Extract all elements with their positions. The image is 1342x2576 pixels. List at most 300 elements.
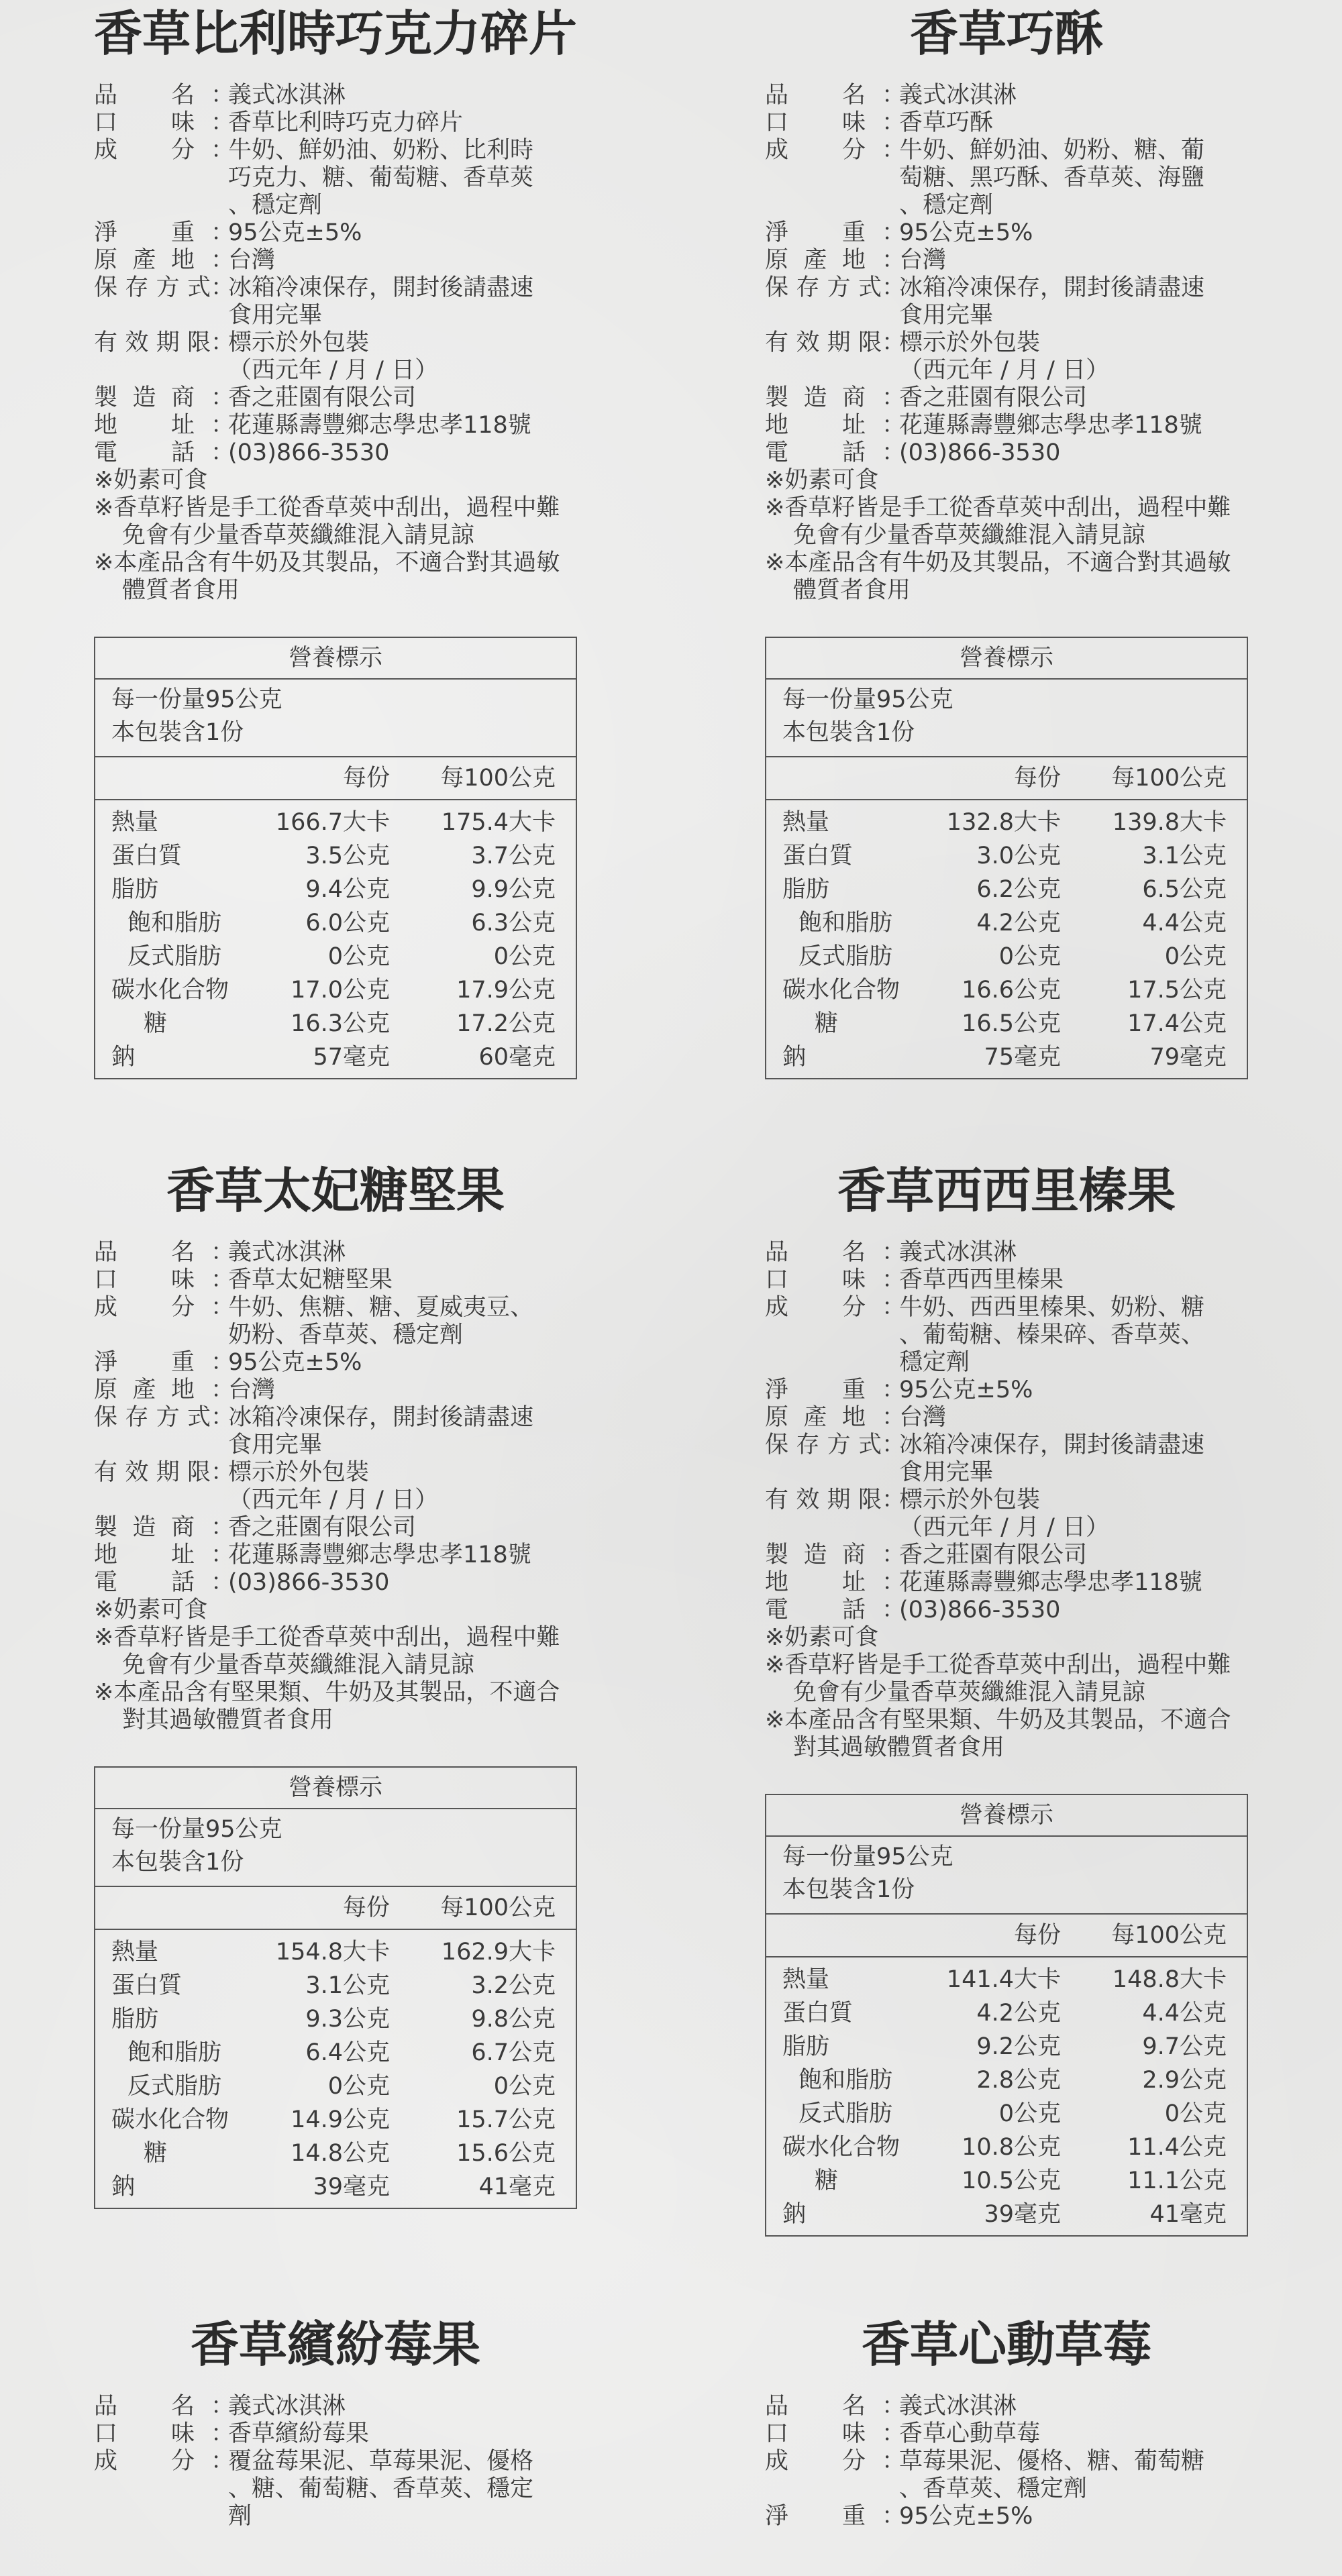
nutrient-per-serving: 154.8大卡 xyxy=(275,1939,390,1966)
field-label-text: 品 名 xyxy=(765,2393,866,2420)
field-label xyxy=(94,1377,211,1404)
field-label-text: 口 味 xyxy=(765,2420,866,2447)
nutrient-per-serving: 39毫克 xyxy=(313,2174,390,2200)
nutrient-name: 反式脂肪 xyxy=(798,943,893,970)
field-colon: ： xyxy=(211,219,235,246)
field-label xyxy=(765,1487,882,1542)
field-row-name xyxy=(94,1239,577,1267)
field-value: 香之莊園有限公司 xyxy=(899,384,1088,411)
nutrition-serving xyxy=(766,1837,1247,1915)
field-label xyxy=(94,1404,211,1459)
nutrient-row-calories xyxy=(766,806,1247,839)
field-row-expiry xyxy=(94,329,577,384)
nutrition-title: 營養標示 xyxy=(95,1768,576,1809)
field-value: 香草西西里榛果 xyxy=(899,1267,1064,1293)
field-value: 95公克±5% xyxy=(899,219,1033,246)
field-label-text: 口 味 xyxy=(765,1267,866,1293)
field-value: 香之莊園有限公司 xyxy=(228,384,417,411)
field-colon: ： xyxy=(211,1542,235,1568)
field-label xyxy=(94,2448,211,2530)
field-row-storage xyxy=(94,274,577,329)
product-card xyxy=(765,1157,1248,2237)
field-row-origin xyxy=(94,247,577,274)
field-row-net-weight xyxy=(765,1377,1248,1404)
nutrient-per-100g: 148.8大卡 xyxy=(1112,1966,1227,1993)
product-info xyxy=(765,82,1248,604)
field-label-text: 成 分 xyxy=(94,2448,195,2475)
product-info xyxy=(765,2393,1248,2530)
field-label xyxy=(94,109,211,137)
field-value: (03)866-3530 xyxy=(899,1597,1061,1623)
product-title: 香草巧酥 xyxy=(909,5,1103,62)
nutrient-row-saturated-fat xyxy=(95,906,576,940)
info-note: ※奶素可食 xyxy=(765,1624,879,1651)
nutrient-per-serving: 14.9公克 xyxy=(291,2106,390,2133)
nutrient-row-sodium xyxy=(766,2198,1247,2231)
header-per-serving: 每份 xyxy=(1013,1922,1061,1949)
field-value: 義式冰淇淋 xyxy=(228,82,346,109)
field-colon: ： xyxy=(882,137,906,164)
field-value: 義式冰淇淋 xyxy=(899,1239,1017,1266)
field-label xyxy=(94,274,211,329)
nutrient-per-100g: 11.4公克 xyxy=(1127,2134,1227,2161)
nutrient-per-serving: 10.8公克 xyxy=(962,2134,1061,2161)
nutrient-row-protein xyxy=(95,1969,576,2002)
field-label-text: 淨 重 xyxy=(94,219,195,246)
nutrient-name: 反式脂肪 xyxy=(127,943,222,970)
nutrient-per-serving: 39毫克 xyxy=(984,2201,1061,2228)
field-value: 覆盆莓果泥、草莓果泥、優格 、糖、葡萄糖、香草莢、穩定 劑 xyxy=(228,2448,534,2530)
field-colon: ： xyxy=(882,2420,906,2447)
nutrient-row-carbohydrate xyxy=(95,973,576,1007)
field-label xyxy=(94,219,211,247)
header-per-100g: 每100公克 xyxy=(440,1894,556,1921)
field-value: 牛奶、焦糖、糖、夏威夷豆、 奶粉、香草莢、穩定劑 xyxy=(228,1294,534,1348)
field-label xyxy=(94,1569,211,1597)
field-row-origin xyxy=(94,1377,577,1404)
nutrient-per-serving: 9.3公克 xyxy=(305,2006,390,2033)
field-colon: ： xyxy=(211,1294,235,1321)
field-label xyxy=(765,2503,882,2530)
field-label-text: 淨 重 xyxy=(765,2503,866,2530)
field-label-text: 地 址 xyxy=(765,412,866,439)
product-card xyxy=(94,1157,577,2209)
nutrient-name: 糖 xyxy=(815,1010,839,1037)
nutrient-row-sugar xyxy=(766,2164,1247,2198)
field-label xyxy=(765,412,882,439)
nutrient-name: 碳水化合物 xyxy=(111,977,229,1004)
nutrition-table xyxy=(94,1766,577,2209)
field-colon: ： xyxy=(211,137,235,164)
nutrient-per-100g: 60毫克 xyxy=(478,1044,556,1071)
field-colon: ： xyxy=(882,1294,906,1321)
nutrient-per-serving: 3.1公克 xyxy=(305,1972,390,1999)
field-label-text: 成 分 xyxy=(765,1294,866,1321)
field-value: 台灣 xyxy=(899,247,947,274)
field-row-expiry xyxy=(94,1459,577,1514)
nutrient-per-100g: 17.4公克 xyxy=(1127,1010,1227,1037)
field-label-text: 口 味 xyxy=(94,109,195,136)
product-info xyxy=(94,1239,577,1734)
nutrient-per-serving: 9.2公克 xyxy=(976,2033,1061,2060)
nutrient-name: 熱量 xyxy=(111,809,159,836)
nutrient-per-100g: 2.9公克 xyxy=(1142,2067,1227,2094)
field-row-storage xyxy=(765,1432,1248,1487)
field-value: 台灣 xyxy=(899,1404,947,1431)
field-label-text: 淨 重 xyxy=(765,219,866,246)
field-label-text: 有 效 期 限 xyxy=(94,1459,211,1486)
nutrient-row-fat xyxy=(95,873,576,906)
field-row-storage xyxy=(94,1404,577,1459)
info-note: ※香草籽皆是手工從香草莢中刮出，過程中難免會有少量香草莢纖維混入請見諒 xyxy=(94,1624,560,1678)
nutrient-row-fat xyxy=(95,2002,576,2036)
nutrition-serving xyxy=(95,1809,576,1887)
field-row-address xyxy=(765,412,1248,439)
field-label-text: 製 造 商 xyxy=(765,1542,866,1568)
field-label-text: 品 名 xyxy=(94,82,195,109)
field-label-text: 保 存 方 式 xyxy=(765,274,882,301)
nutrition-table xyxy=(94,637,577,1079)
nutrient-per-100g: 9.7公克 xyxy=(1142,2033,1227,2060)
nutrient-name: 糖 xyxy=(144,2140,168,2167)
field-label-text: 製 造 商 xyxy=(94,1514,195,1541)
field-colon: ： xyxy=(211,1404,235,1431)
field-value: 香草巧酥 xyxy=(899,109,994,136)
nutrient-name: 碳水化合物 xyxy=(111,2106,229,2133)
nutrient-name: 熱量 xyxy=(111,1939,159,1966)
field-label-text: 成 分 xyxy=(765,2448,866,2475)
field-colon: ： xyxy=(211,2448,235,2475)
nutrition-body xyxy=(95,800,576,1078)
product-title: 香草西西里榛果 xyxy=(837,1162,1176,1219)
field-row-net-weight xyxy=(765,2503,1248,2530)
header-per-100g: 每100公克 xyxy=(440,765,556,792)
nutrient-per-100g: 9.9公克 xyxy=(471,876,556,903)
field-label xyxy=(94,1294,211,1349)
field-colon: ： xyxy=(882,329,906,356)
nutrient-per-100g: 0公克 xyxy=(493,2073,556,2100)
field-colon: ： xyxy=(882,2448,906,2475)
field-label xyxy=(765,1542,882,1569)
info-note: ※本產品含有牛奶及其製品，不適合對其過敏體質者食用 xyxy=(765,549,1231,604)
field-row-ingredients xyxy=(94,2448,577,2530)
field-colon: ： xyxy=(211,82,235,109)
info-note: ※香草籽皆是手工從香草莢中刮出，過程中難免會有少量香草莢纖維混入請見諒 xyxy=(94,494,560,549)
field-colon: ： xyxy=(211,1459,235,1486)
field-value: 95公克±5% xyxy=(899,1377,1033,1403)
field-label-text: 原 產 地 xyxy=(765,1404,866,1431)
field-colon: ： xyxy=(882,219,906,246)
nutrient-per-100g: 15.7公克 xyxy=(456,2106,556,2133)
field-label-text: 原 產 地 xyxy=(765,247,866,274)
nutrient-per-serving: 0公克 xyxy=(327,2073,390,2100)
nutrient-row-trans-fat xyxy=(766,2097,1247,2131)
field-label-text: 口 味 xyxy=(765,109,866,136)
nutrient-per-serving: 132.8大卡 xyxy=(946,809,1061,836)
field-label xyxy=(765,109,882,137)
nutrient-per-serving: 166.7大卡 xyxy=(275,809,390,836)
servings-per-pack: 本包裝含1份 xyxy=(782,719,915,746)
servings-per-pack: 本包裝含1份 xyxy=(111,1849,244,1876)
field-label xyxy=(765,2448,882,2503)
nutrient-row-saturated-fat xyxy=(766,906,1247,940)
field-value: 台灣 xyxy=(228,1377,276,1403)
header-blank xyxy=(766,757,927,799)
field-label-text: 保 存 方 式 xyxy=(94,1404,211,1431)
field-colon: ： xyxy=(882,1432,906,1458)
field-colon: ： xyxy=(211,384,235,411)
header-blank xyxy=(95,757,256,799)
info-note: ※奶素可食 xyxy=(765,467,879,494)
field-colon: ： xyxy=(882,274,906,301)
nutrient-per-serving: 6.4公克 xyxy=(305,2039,390,2066)
nutrient-per-100g: 6.3公克 xyxy=(471,910,556,936)
field-label xyxy=(765,1569,882,1597)
nutrient-row-saturated-fat xyxy=(95,2036,576,2070)
field-value: 香草太妃糖堅果 xyxy=(228,1267,393,1293)
field-value: 義式冰淇淋 xyxy=(228,1239,346,1266)
field-label xyxy=(94,439,211,467)
nutrition-body xyxy=(95,1930,576,2208)
nutrient-name: 蛋白質 xyxy=(782,2000,854,2027)
nutrient-per-serving: 10.5公克 xyxy=(962,2167,1061,2194)
field-colon: ： xyxy=(882,1404,906,1431)
field-label xyxy=(765,137,882,219)
field-colon: ： xyxy=(882,1267,906,1293)
field-value: 95公克±5% xyxy=(899,2503,1033,2530)
nutrient-row-carbohydrate xyxy=(95,2103,576,2137)
nutrient-per-100g: 17.2公克 xyxy=(456,1010,556,1037)
field-label xyxy=(94,1542,211,1569)
nutrition-title: 營養標示 xyxy=(95,638,576,680)
field-colon: ： xyxy=(211,1349,235,1376)
field-label-text: 品 名 xyxy=(94,1239,195,1266)
nutrient-name: 碳水化合物 xyxy=(782,977,900,1004)
field-colon: ： xyxy=(211,109,235,136)
product-title: 香草繽紛莓果 xyxy=(190,2316,480,2373)
field-colon: ： xyxy=(882,384,906,411)
field-row-maker xyxy=(94,384,577,412)
field-value: (03)866-3530 xyxy=(228,439,390,466)
field-colon: ： xyxy=(882,109,906,136)
field-label xyxy=(765,2420,882,2448)
nutrient-name: 飽和脂肪 xyxy=(798,910,893,936)
field-label xyxy=(765,1239,882,1267)
nutrient-row-fat xyxy=(766,873,1247,906)
nutrient-name: 糖 xyxy=(815,2167,839,2194)
serving-size: 每一份量95公克 xyxy=(782,1843,953,1870)
nutrient-name: 蛋白質 xyxy=(111,843,183,869)
nutrition-header xyxy=(766,757,1247,800)
field-row-storage xyxy=(765,274,1248,329)
field-row-net-weight xyxy=(94,1349,577,1377)
field-label-text: 有 效 期 限 xyxy=(765,1487,882,1513)
field-colon: ： xyxy=(882,2393,906,2420)
field-colon: ： xyxy=(211,439,235,466)
nutrient-per-serving: 17.0公克 xyxy=(291,977,390,1004)
field-value: 台灣 xyxy=(228,247,276,274)
nutrient-row-calories xyxy=(95,806,576,839)
info-note: ※本產品含有牛奶及其製品，不適合對其過敏體質者食用 xyxy=(94,549,560,604)
field-colon: ： xyxy=(211,274,235,301)
product-title: 香草比利時巧克力碎片 xyxy=(94,5,578,62)
field-value: 香之莊園有限公司 xyxy=(899,1542,1088,1568)
nutrient-per-100g: 79毫克 xyxy=(1149,1044,1227,1071)
serving-size: 每一份量95公克 xyxy=(782,686,953,713)
field-colon: ： xyxy=(211,412,235,439)
field-row-phone xyxy=(765,439,1248,467)
field-colon: ： xyxy=(211,247,235,274)
info-note: ※奶素可食 xyxy=(94,1597,208,1623)
field-colon: ： xyxy=(211,1377,235,1403)
field-label-text: 地 址 xyxy=(94,1542,195,1568)
header-per-serving: 每份 xyxy=(1013,765,1061,792)
field-value: 香草比利時巧克力碎片 xyxy=(228,109,464,136)
field-label-text: 淨 重 xyxy=(94,1349,195,1376)
product-info xyxy=(765,1239,1248,1762)
nutrient-name: 鈉 xyxy=(782,2201,807,2228)
field-value: 義式冰淇淋 xyxy=(899,82,1017,109)
header-per-serving: 每份 xyxy=(342,765,390,792)
nutrient-per-serving: 16.3公克 xyxy=(291,1010,390,1037)
field-value: 花蓮縣壽豐鄉志學忠孝118號 xyxy=(228,412,531,439)
field-colon: ： xyxy=(211,329,235,356)
field-value: 義式冰淇淋 xyxy=(899,2393,1017,2420)
field-colon: ： xyxy=(882,412,906,439)
field-label xyxy=(765,1432,882,1487)
servings-per-pack: 本包裝含1份 xyxy=(782,1876,915,1903)
nutrient-row-protein xyxy=(766,839,1247,873)
field-row-flavor xyxy=(94,1267,577,1294)
field-label-text: 保 存 方 式 xyxy=(94,274,211,301)
nutrient-per-100g: 0公克 xyxy=(1164,943,1227,970)
nutrient-per-100g: 3.7公克 xyxy=(471,843,556,869)
field-label xyxy=(765,82,882,109)
nutrient-row-sodium xyxy=(95,2170,576,2204)
field-label xyxy=(765,2393,882,2420)
nutrition-serving xyxy=(766,680,1247,757)
header-per-serving: 每份 xyxy=(342,1894,390,1921)
nutrition-header xyxy=(766,1915,1247,1957)
product-card xyxy=(94,0,577,1079)
field-value: 95公克±5% xyxy=(228,1349,362,1376)
field-row-name xyxy=(94,2393,577,2420)
field-row-flavor xyxy=(765,2420,1248,2448)
field-label xyxy=(94,1239,211,1267)
nutrition-table xyxy=(765,1794,1248,2237)
nutrition-title: 營養標示 xyxy=(766,1795,1247,1837)
field-colon: ： xyxy=(882,82,906,109)
field-value: 草莓果泥、優格、糖、葡萄糖 、香草莢、穩定劑 xyxy=(899,2448,1205,2502)
field-row-ingredients xyxy=(94,137,577,219)
product-info xyxy=(94,2393,577,2530)
field-label-text: 成 分 xyxy=(765,137,866,164)
nutrient-per-100g: 41毫克 xyxy=(478,2174,556,2200)
field-label-text: 地 址 xyxy=(94,412,195,439)
field-value: 冰箱冷凍保存，開封後請盡速 食用完畢 xyxy=(228,1404,534,1458)
field-label xyxy=(94,1514,211,1542)
field-value: 香草繽紛莓果 xyxy=(228,2420,370,2447)
field-colon: ： xyxy=(882,2503,906,2530)
field-label xyxy=(765,1294,882,1377)
field-colon: ： xyxy=(882,1487,906,1513)
nutrient-per-100g: 139.8大卡 xyxy=(1112,809,1227,836)
field-label xyxy=(94,329,211,384)
nutrient-name: 脂肪 xyxy=(782,876,830,903)
nutrient-per-serving: 57毫克 xyxy=(313,1044,390,1071)
field-colon: ： xyxy=(882,439,906,466)
field-label-text: 電 話 xyxy=(94,1569,195,1596)
product-title: 香草心動草莓 xyxy=(861,2316,1151,2373)
field-value: 冰箱冷凍保存，開封後請盡速 食用完畢 xyxy=(899,274,1205,329)
nutrient-row-saturated-fat xyxy=(766,2063,1247,2097)
field-colon: ： xyxy=(882,1597,906,1623)
nutrient-row-trans-fat xyxy=(95,2070,576,2103)
nutrient-per-serving: 16.5公克 xyxy=(962,1010,1061,1037)
info-note: ※本產品含有堅果類、牛奶及其製品，不適合對其過敏體質者食用 xyxy=(94,1679,560,1733)
nutrient-per-serving: 16.6公克 xyxy=(962,977,1061,1004)
field-row-phone xyxy=(94,439,577,467)
field-row-ingredients xyxy=(765,2448,1248,2503)
nutrient-per-100g: 9.8公克 xyxy=(471,2006,556,2033)
field-row-address xyxy=(94,1542,577,1569)
field-label-text: 品 名 xyxy=(765,1239,866,1266)
field-value: 香草心動草莓 xyxy=(899,2420,1041,2447)
product-info xyxy=(94,82,577,604)
field-colon: ： xyxy=(211,2420,235,2447)
field-label-text: 有 效 期 限 xyxy=(94,329,211,356)
nutrient-row-fat xyxy=(766,2030,1247,2063)
nutrient-name: 蛋白質 xyxy=(782,843,854,869)
field-colon: ： xyxy=(211,1239,235,1266)
field-label-text: 品 名 xyxy=(765,82,866,109)
field-row-flavor xyxy=(765,109,1248,137)
field-row-phone xyxy=(94,1569,577,1597)
nutrient-per-serving: 4.2公克 xyxy=(976,2000,1061,2027)
nutrient-per-serving: 3.5公克 xyxy=(305,843,390,869)
field-row-ingredients xyxy=(94,1294,577,1349)
nutrient-name: 碳水化合物 xyxy=(782,2134,900,2161)
field-row-flavor xyxy=(94,109,577,137)
nutrient-row-sodium xyxy=(766,1040,1247,1074)
nutrient-row-calories xyxy=(766,1963,1247,1996)
nutrient-per-serving: 75毫克 xyxy=(984,1044,1061,1071)
field-label-text: 成 分 xyxy=(94,137,195,164)
field-row-expiry xyxy=(765,1487,1248,1542)
nutrient-per-100g: 3.2公克 xyxy=(471,1972,556,1999)
header-blank xyxy=(766,1915,927,1956)
field-label xyxy=(94,137,211,219)
nutrient-per-serving: 141.4大卡 xyxy=(946,1966,1061,1993)
field-colon: ： xyxy=(882,1239,906,1266)
product-title: 香草太妃糖堅果 xyxy=(166,1162,505,1219)
nutrient-per-100g: 0公克 xyxy=(493,943,556,970)
nutrient-row-carbohydrate xyxy=(766,973,1247,1007)
field-label-text: 有 效 期 限 xyxy=(765,329,882,356)
nutrient-per-100g: 6.7公克 xyxy=(471,2039,556,2066)
nutrient-name: 反式脂肪 xyxy=(127,2073,222,2100)
nutrient-per-serving: 2.8公克 xyxy=(976,2067,1061,2094)
nutrient-per-100g: 17.5公克 xyxy=(1127,977,1227,1004)
field-value: 95公克±5% xyxy=(228,219,362,246)
field-label xyxy=(765,274,882,329)
nutrient-row-trans-fat xyxy=(95,940,576,973)
field-colon: ： xyxy=(882,1542,906,1568)
field-row-name xyxy=(765,82,1248,109)
field-value: 花蓮縣壽豐鄉志學忠孝118號 xyxy=(228,1542,531,1568)
nutrient-per-serving: 6.0公克 xyxy=(305,910,390,936)
field-value: 冰箱冷凍保存，開封後請盡速 食用完畢 xyxy=(228,274,534,329)
